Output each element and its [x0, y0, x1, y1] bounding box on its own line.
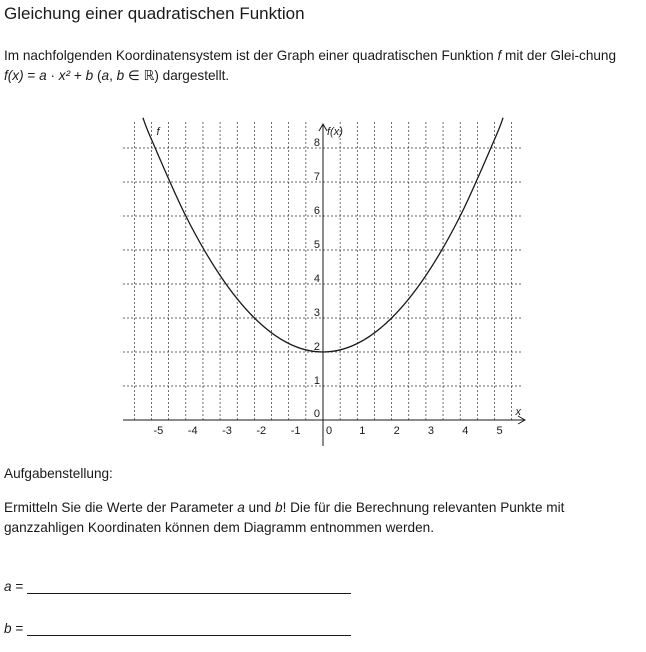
- x-tick-label: 4: [462, 425, 469, 437]
- answer-b-line[interactable]: [27, 620, 351, 636]
- y-tick-label: 5: [313, 239, 320, 251]
- intro-part: Im nachfolgenden Koordinatensystem ist der Graph einer quadratischen Funktion: [4, 48, 498, 63]
- answer-a-row: [4, 578, 351, 594]
- intro-b: b: [85, 68, 94, 83]
- intro-part: mit der Glei-chung: [501, 48, 617, 63]
- answer-a-var: a: [4, 579, 12, 594]
- intro-x2: x²: [58, 68, 71, 83]
- task-part: und: [244, 500, 275, 515]
- intro-a2: a: [101, 68, 110, 83]
- x-tick-label: -2: [256, 425, 267, 437]
- function-graph: [0, 108, 646, 453]
- x-tick-label: 1: [359, 425, 366, 437]
- intro-fx: f(x): [4, 68, 24, 83]
- y-tick-label-origin: 0: [313, 408, 320, 420]
- x-tick-label-origin: 0: [326, 425, 333, 437]
- answer-a-line[interactable]: [27, 578, 351, 594]
- task-heading: Aufgabenstellung:: [4, 466, 113, 481]
- function-label: f: [156, 126, 160, 138]
- y-tick-label: 1: [313, 375, 320, 387]
- answer-a-eq: =: [11, 579, 24, 594]
- answer-b-var: b: [4, 621, 12, 636]
- intro-part: +: [70, 68, 86, 83]
- x-tick-label: -1: [290, 425, 301, 437]
- x-tick-label: -4: [187, 425, 198, 437]
- intro-part: ·: [46, 68, 59, 83]
- y-tick-label: 8: [313, 137, 320, 149]
- task-a: a: [237, 500, 245, 515]
- y-tick-label: 6: [313, 205, 320, 217]
- intro-part: =: [23, 68, 40, 83]
- x-tick-label: -5: [153, 425, 164, 437]
- y-tick-label: 3: [313, 307, 320, 319]
- intro-part: ∈ ℝ) dargestellt.: [124, 68, 230, 83]
- intro-part: ,: [109, 68, 117, 83]
- intro-b2: b: [116, 68, 125, 83]
- y-tick-label: 4: [313, 273, 320, 285]
- y-axis-label: f(x): [327, 126, 343, 138]
- y-tick-label: 7: [313, 171, 320, 183]
- intro-part: (: [93, 68, 102, 83]
- answer-b-eq: =: [11, 621, 24, 636]
- intro-text: [4, 46, 638, 86]
- x-tick-label: 5: [496, 425, 503, 437]
- y-tick-label: 2: [313, 341, 320, 353]
- x-tick-label: -3: [222, 425, 232, 437]
- task-b: b: [275, 500, 283, 515]
- answer-b-row: [4, 620, 351, 636]
- x-tick-label: 3: [427, 425, 435, 437]
- page-title: Gleichung einer quadratischen Funktion: [4, 4, 305, 23]
- task-part: Ermitteln Sie die Werte der Parameter: [4, 500, 238, 515]
- x-axis-label: x: [515, 406, 521, 418]
- intro-function-name: f: [497, 48, 502, 63]
- task-text: [4, 498, 638, 538]
- x-tick-label: 2: [393, 425, 400, 437]
- intro-a: a: [39, 68, 47, 83]
- task-part: ! Die für die Berechnung relevanten Punkte mit ganzzahligen Koordinaten können dem Diagramm entnommen werden.: [4, 500, 565, 535]
